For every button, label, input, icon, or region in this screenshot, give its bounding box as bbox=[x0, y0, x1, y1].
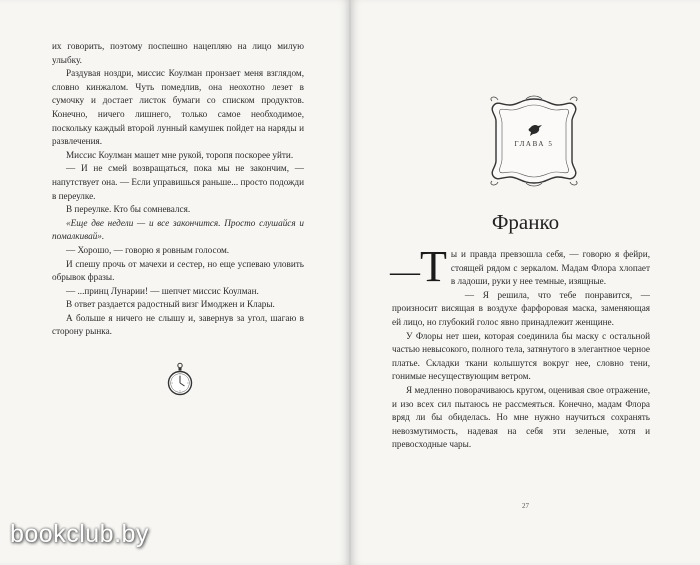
left-paragraph: — И не смей возвращаться, пока мы не закончим, — напутствует она. — Если управишься раньше... просто подожди в переулке. bbox=[52, 163, 304, 201]
left-page bbox=[0, 0, 349, 565]
left-page-text bbox=[52, 40, 304, 339]
page-number: 27 bbox=[522, 502, 529, 510]
right-page-text bbox=[390, 242, 650, 452]
watermark: bookclub.by bbox=[10, 520, 149, 548]
right-paragraph: Я медленно поворачиваюсь кругом, оценивая свое отражение, и изо всех сил пытаюсь не рассмеяться. Конечно, мадам Флора вряд ли бы обиделась. Но мне нужно научиться сохранять невозмутимость, надевая на себя эти зеленые, хотя и превосходные чары. bbox=[392, 384, 650, 450]
chapter-title: Франко bbox=[491, 210, 560, 234]
left-paragraph: — ...принц Лунарии! — шепчет миссис Коулман. bbox=[66, 285, 259, 296]
left-paragraph: — Хорошо, — говорю я ровным голосом. bbox=[66, 244, 230, 255]
chapter-label: ГЛАВА 5 bbox=[514, 140, 554, 148]
left-paragraph: Раздувая ноздри, миссис Коулман пронзает меня взглядом, словно кинжалом. Чуть помедлив, она неохотно лезет в сумочку и достает листок бумаги со списком продуктов. Конечно, ничего лишнего, только самое необходимое, поскольку каждый второй лунный камушек пойдет на наряды и развлечения. bbox=[52, 68, 304, 147]
right-paragraph: У Флоры нет шеи, которая соединила бы маску с остальной частью невысокого, полного тела, затянутого в элегантное черное платье. Складки ткани колышутся вокруг нее, словно тени, гонимые несуществующим ветром. bbox=[392, 330, 650, 382]
left-paragraph: И спешу прочь от мачехи и сестер, но еще успеваю уловить обрывок фразы. bbox=[52, 258, 304, 283]
right-page bbox=[351, 0, 700, 565]
left-paragraph: их говорить, поэтому поспешно нацепляю на лицо милую улыбку. bbox=[52, 41, 304, 65]
left-paragraph: Миссис Коулман машет мне рукой, торопя поскорее уйти. bbox=[66, 149, 294, 160]
drop-cap: —Т bbox=[390, 242, 447, 291]
left-paragraph: «Еще две недели — и все закончится. Просто слушайся и помалкивай». bbox=[52, 217, 304, 242]
right-paragraph: — Я решила, что тебе понравится, — произносит висящая в воздухе фарфоровая маска, заменяющая ей лицо, но глубокий голос явно принадлежит женщине. bbox=[392, 289, 650, 327]
left-paragraph: В переулке. Кто бы сомневался. bbox=[66, 204, 191, 215]
left-paragraph: В ответ раздается радостный визг Имоджен и Клары. bbox=[66, 299, 275, 310]
left-paragraph: А больше я ничего не слышу и, завернув за угол, шагаю в сторону рынка. bbox=[52, 312, 304, 337]
first-paragraph: —Т ы и правда превзошла себя, — говорю я фейри, стоящей рядом с зеркалом. Мадам Флора хлопает в ладоши, руки у нее темные, изящные. bbox=[390, 242, 650, 291]
pocket-watch-icon bbox=[167, 362, 193, 398]
